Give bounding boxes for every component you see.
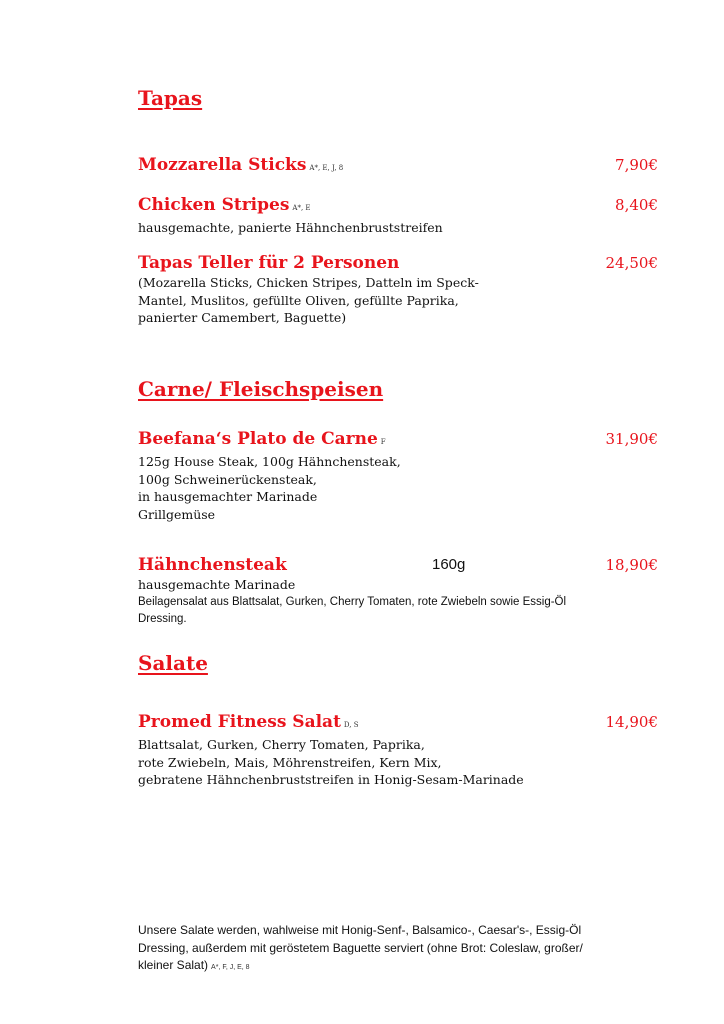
- allergens: A*, F, J, E, 8: [211, 964, 250, 971]
- menu-item: [138, 711, 658, 789]
- allergens: F: [380, 438, 386, 446]
- item-name: Mozzarella Sticks: [138, 155, 307, 175]
- item-price: 18,90€: [605, 556, 658, 574]
- item-description-line: rote Zwiebeln, Mais, Möhrenstreifen, Kern Mix,: [138, 754, 442, 770]
- item-description-line: Dressing.: [138, 612, 187, 625]
- item-description-line: Blattsalat, Gurken, Cherry Tomaten, Paprika,: [138, 737, 425, 752]
- item-price: 24,50€: [605, 254, 658, 272]
- item-price: 8,40€: [615, 196, 658, 214]
- item-description-line: hausgemachte Marinade: [138, 577, 296, 592]
- footer-line: Dressing, außerdem mit geröstetem Baguette serviert (ohne Brot: Coleslaw, großer/: [138, 940, 583, 955]
- allergens: D, S: [343, 721, 359, 729]
- item-name: Hähnchensteak: [138, 555, 287, 575]
- item-description-line: 125g House Steak, 100g Hähnchensteak,: [138, 454, 401, 469]
- allergens: A*, E, J, 8: [309, 164, 344, 172]
- item-price: 31,90€: [605, 430, 658, 448]
- section-title-carne: Carne/ Fleischspeisen: [138, 377, 384, 401]
- menu-item: [138, 252, 658, 327]
- item-price: 14,90€: [605, 713, 658, 731]
- footer-line: Unsere Salate werden, wahlweise mit Honig-Senf-, Balsamico-, Caesar's-, Essig-Öl: [138, 923, 582, 937]
- item-description-line: 100g Schweinerückensteak,: [138, 471, 317, 487]
- footer-line: kleiner Salat): [138, 958, 209, 972]
- item-description-line: Beilagensalat aus Blattsalat, Gurken, Cherry Tomaten, rote Zwiebeln sowie Essig-Öl: [138, 595, 567, 608]
- item-description-line: panierter Camembert, Baguette): [138, 310, 347, 325]
- menu-item: [138, 554, 658, 628]
- footer-note: [138, 922, 663, 977]
- item-weight: 160g: [432, 556, 466, 573]
- section-title-salate: Salate: [138, 651, 208, 675]
- item-description-line: (Mozarella Sticks, Chicken Stripes, Datteln im Speck-: [138, 275, 479, 290]
- item-name: Beefana‘s Plato de Carne: [138, 429, 378, 449]
- section-title-tapas: Tapas: [138, 86, 203, 110]
- item-description: hausgemachte, panierte Hähnchenbruststreifen: [138, 220, 443, 235]
- item-name: Chicken Stripes: [138, 195, 290, 215]
- allergens: A*, E: [292, 204, 311, 212]
- item-price: 7,90€: [615, 156, 658, 174]
- menu-item: [138, 154, 658, 179]
- item-name: Promed Fitness Salat: [138, 712, 341, 732]
- item-description-line: in hausgemachter Marinade: [138, 489, 318, 504]
- item-description-line: Mantel, Muslitos, gefüllte Oliven, gefüllte Paprika,: [138, 292, 459, 308]
- menu-item: [138, 194, 658, 237]
- item-description-line: Grillgemüse: [138, 506, 216, 522]
- menu-item: [138, 428, 658, 523]
- item-name: Tapas Teller für 2 Personen: [138, 253, 400, 273]
- item-description-line: gebratene Hähnchenbruststreifen in Honig-Sesam-Marinade: [138, 772, 524, 787]
